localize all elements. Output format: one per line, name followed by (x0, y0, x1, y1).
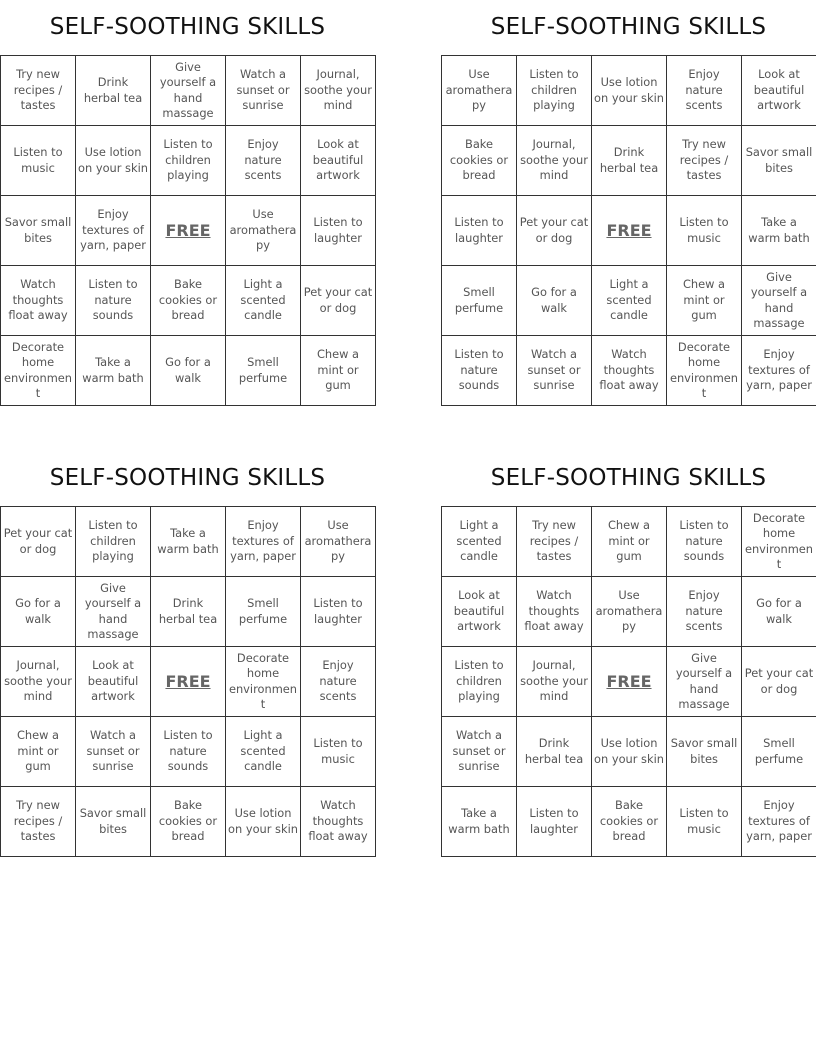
grid-cell: Smell perfume (742, 717, 816, 787)
grid-row (1, 266, 376, 336)
grid-cell: Savor small bites (76, 787, 151, 857)
grid-cell: Give yourself a hand massage (151, 56, 226, 126)
card-title: SELF-SOOTHING SKILLS (49, 465, 326, 491)
grid-cell: Use lotion on your skin (592, 717, 667, 787)
grid-cell: Listen to children playing (517, 56, 592, 126)
grid-cell: Take a warm bath (442, 787, 517, 857)
grid-row (1, 56, 376, 126)
bingo-grid (441, 506, 816, 857)
grid-cell: Listen to nature sounds (667, 507, 742, 577)
grid-cell: Light a scented candle (592, 266, 667, 336)
grid-cell: Light a scented candle (226, 717, 301, 787)
grid-row (442, 717, 816, 787)
bingo-card-1 (0, 0, 375, 406)
grid-cell: Go for a walk (1, 577, 76, 647)
grid-cell: Look at beautiful artwork (76, 647, 151, 717)
grid-cell: Enjoy textures of yarn, paper (76, 196, 151, 266)
grid-cell: Try new recipes / tastes (667, 126, 742, 196)
grid-cell: Use lotion on your skin (76, 126, 151, 196)
grid-cell: Listen to music (667, 787, 742, 857)
grid-row (442, 787, 816, 857)
grid-cell: Go for a walk (517, 266, 592, 336)
grid-cell: Bake cookies or bread (442, 126, 517, 196)
grid-cell: Use aromatherapy (301, 507, 376, 577)
grid-cell: Savor small bites (667, 717, 742, 787)
free-space: FREE (592, 196, 667, 266)
grid-cell: Go for a walk (742, 577, 816, 647)
grid-cell: Watch a sunset or sunrise (517, 336, 592, 406)
grid-cell: Look at beautiful artwork (301, 126, 376, 196)
grid-row (1, 126, 376, 196)
grid-cell: Smell perfume (226, 577, 301, 647)
grid-cell: Try new recipes / tastes (517, 507, 592, 577)
grid-cell: Enjoy textures of yarn, paper (742, 787, 816, 857)
grid-cell: Pet your cat or dog (742, 647, 816, 717)
grid-row (442, 126, 816, 196)
grid-cell: Bake cookies or bread (151, 266, 226, 336)
grid-cell: Journal, soothe your mind (517, 126, 592, 196)
grid-cell: Try new recipes / tastes (1, 787, 76, 857)
bingo-grid (0, 506, 376, 857)
grid-cell: Use aromatherapy (226, 196, 301, 266)
grid-cell: Look at beautiful artwork (442, 577, 517, 647)
grid-cell: Listen to laughter (517, 787, 592, 857)
bingo-card-4 (441, 451, 816, 857)
grid-cell: Listen to laughter (442, 196, 517, 266)
grid-cell: Watch thoughts float away (517, 577, 592, 647)
grid-cell: Chew a mint or gum (1, 717, 76, 787)
grid-cell: Take a warm bath (76, 336, 151, 406)
bingo-grid (0, 55, 376, 406)
grid-cell: Journal, soothe your mind (1, 647, 76, 717)
grid-cell: Journal, soothe your mind (301, 56, 376, 126)
grid-cell: Watch a sunset or sunrise (442, 717, 517, 787)
grid-cell: Decorate home environment (667, 336, 742, 406)
grid-row (1, 507, 376, 577)
grid-cell: Drink herbal tea (517, 717, 592, 787)
grid-cell: Watch a sunset or sunrise (76, 717, 151, 787)
grid-cell: Take a warm bath (742, 196, 816, 266)
grid-cell: Pet your cat or dog (301, 266, 376, 336)
card-title: SELF-SOOTHING SKILLS (490, 465, 767, 491)
grid-cell: Decorate home environment (1, 336, 76, 406)
grid-cell: Light a scented candle (226, 266, 301, 336)
grid-row (442, 507, 816, 577)
grid-cell: Smell perfume (442, 266, 517, 336)
grid-cell: Take a warm bath (151, 507, 226, 577)
grid-cell: Listen to music (1, 126, 76, 196)
grid-cell: Pet your cat or dog (1, 507, 76, 577)
card-title: SELF-SOOTHING SKILLS (49, 14, 326, 40)
grid-row (442, 56, 816, 126)
grid-cell: Savor small bites (1, 196, 76, 266)
grid-cell: Use aromatherapy (592, 577, 667, 647)
grid-cell: Listen to nature sounds (76, 266, 151, 336)
grid-cell: Watch thoughts float away (1, 266, 76, 336)
grid-cell: Enjoy textures of yarn, paper (742, 336, 816, 406)
grid-cell: Try new recipes / tastes (1, 56, 76, 126)
grid-row (442, 196, 816, 266)
grid-cell: Enjoy nature scents (667, 56, 742, 126)
grid-cell: Journal, soothe your mind (517, 647, 592, 717)
grid-cell: Use aromatherapy (442, 56, 517, 126)
grid-row (1, 647, 376, 717)
grid-cell: Listen to laughter (301, 196, 376, 266)
grid-cell: Listen to laughter (301, 577, 376, 647)
grid-row (442, 266, 816, 336)
grid-row (1, 577, 376, 647)
grid-cell: Enjoy nature scents (667, 577, 742, 647)
grid-cell: Give yourself a hand massage (742, 266, 816, 336)
grid-cell: Listen to nature sounds (442, 336, 517, 406)
grid-row (442, 577, 816, 647)
grid-cell: Savor small bites (742, 126, 816, 196)
bingo-card-3 (0, 451, 375, 857)
grid-row (442, 336, 816, 406)
grid-cell: Watch a sunset or sunrise (226, 56, 301, 126)
grid-cell: Chew a mint or gum (592, 507, 667, 577)
grid-cell: Listen to music (301, 717, 376, 787)
bingo-grid (441, 55, 816, 406)
grid-row (1, 717, 376, 787)
free-space: FREE (151, 647, 226, 717)
grid-cell: Listen to children playing (442, 647, 517, 717)
grid-cell: Watch thoughts float away (301, 787, 376, 857)
grid-cell: Listen to children playing (151, 126, 226, 196)
grid-row (442, 647, 816, 717)
grid-cell: Chew a mint or gum (301, 336, 376, 406)
grid-cell: Enjoy textures of yarn, paper (226, 507, 301, 577)
grid-cell: Bake cookies or bread (151, 787, 226, 857)
card-title: SELF-SOOTHING SKILLS (490, 14, 767, 40)
grid-cell: Smell perfume (226, 336, 301, 406)
bingo-card-2 (441, 0, 816, 406)
grid-cell: Chew a mint or gum (667, 266, 742, 336)
grid-cell: Use lotion on your skin (226, 787, 301, 857)
grid-cell: Listen to music (667, 196, 742, 266)
grid-cell: Use lotion on your skin (592, 56, 667, 126)
grid-cell: Light a scented candle (442, 507, 517, 577)
grid-cell: Give yourself a hand massage (667, 647, 742, 717)
grid-row (1, 196, 376, 266)
grid-cell: Go for a walk (151, 336, 226, 406)
grid-cell: Watch thoughts float away (592, 336, 667, 406)
grid-cell: Drink herbal tea (76, 56, 151, 126)
free-space: FREE (151, 196, 226, 266)
free-space: FREE (592, 647, 667, 717)
grid-cell: Listen to nature sounds (151, 717, 226, 787)
grid-cell: Pet your cat or dog (517, 196, 592, 266)
grid-cell: Drink herbal tea (151, 577, 226, 647)
grid-row (1, 787, 376, 857)
grid-cell: Give yourself a hand massage (76, 577, 151, 647)
grid-cell: Enjoy nature scents (301, 647, 376, 717)
grid-cell: Listen to children playing (76, 507, 151, 577)
grid-cell: Drink herbal tea (592, 126, 667, 196)
grid-cell: Look at beautiful artwork (742, 56, 816, 126)
grid-row (1, 336, 376, 406)
grid-cell: Decorate home environment (742, 507, 816, 577)
grid-cell: Enjoy nature scents (226, 126, 301, 196)
grid-cell: Decorate home environment (226, 647, 301, 717)
grid-cell: Bake cookies or bread (592, 787, 667, 857)
